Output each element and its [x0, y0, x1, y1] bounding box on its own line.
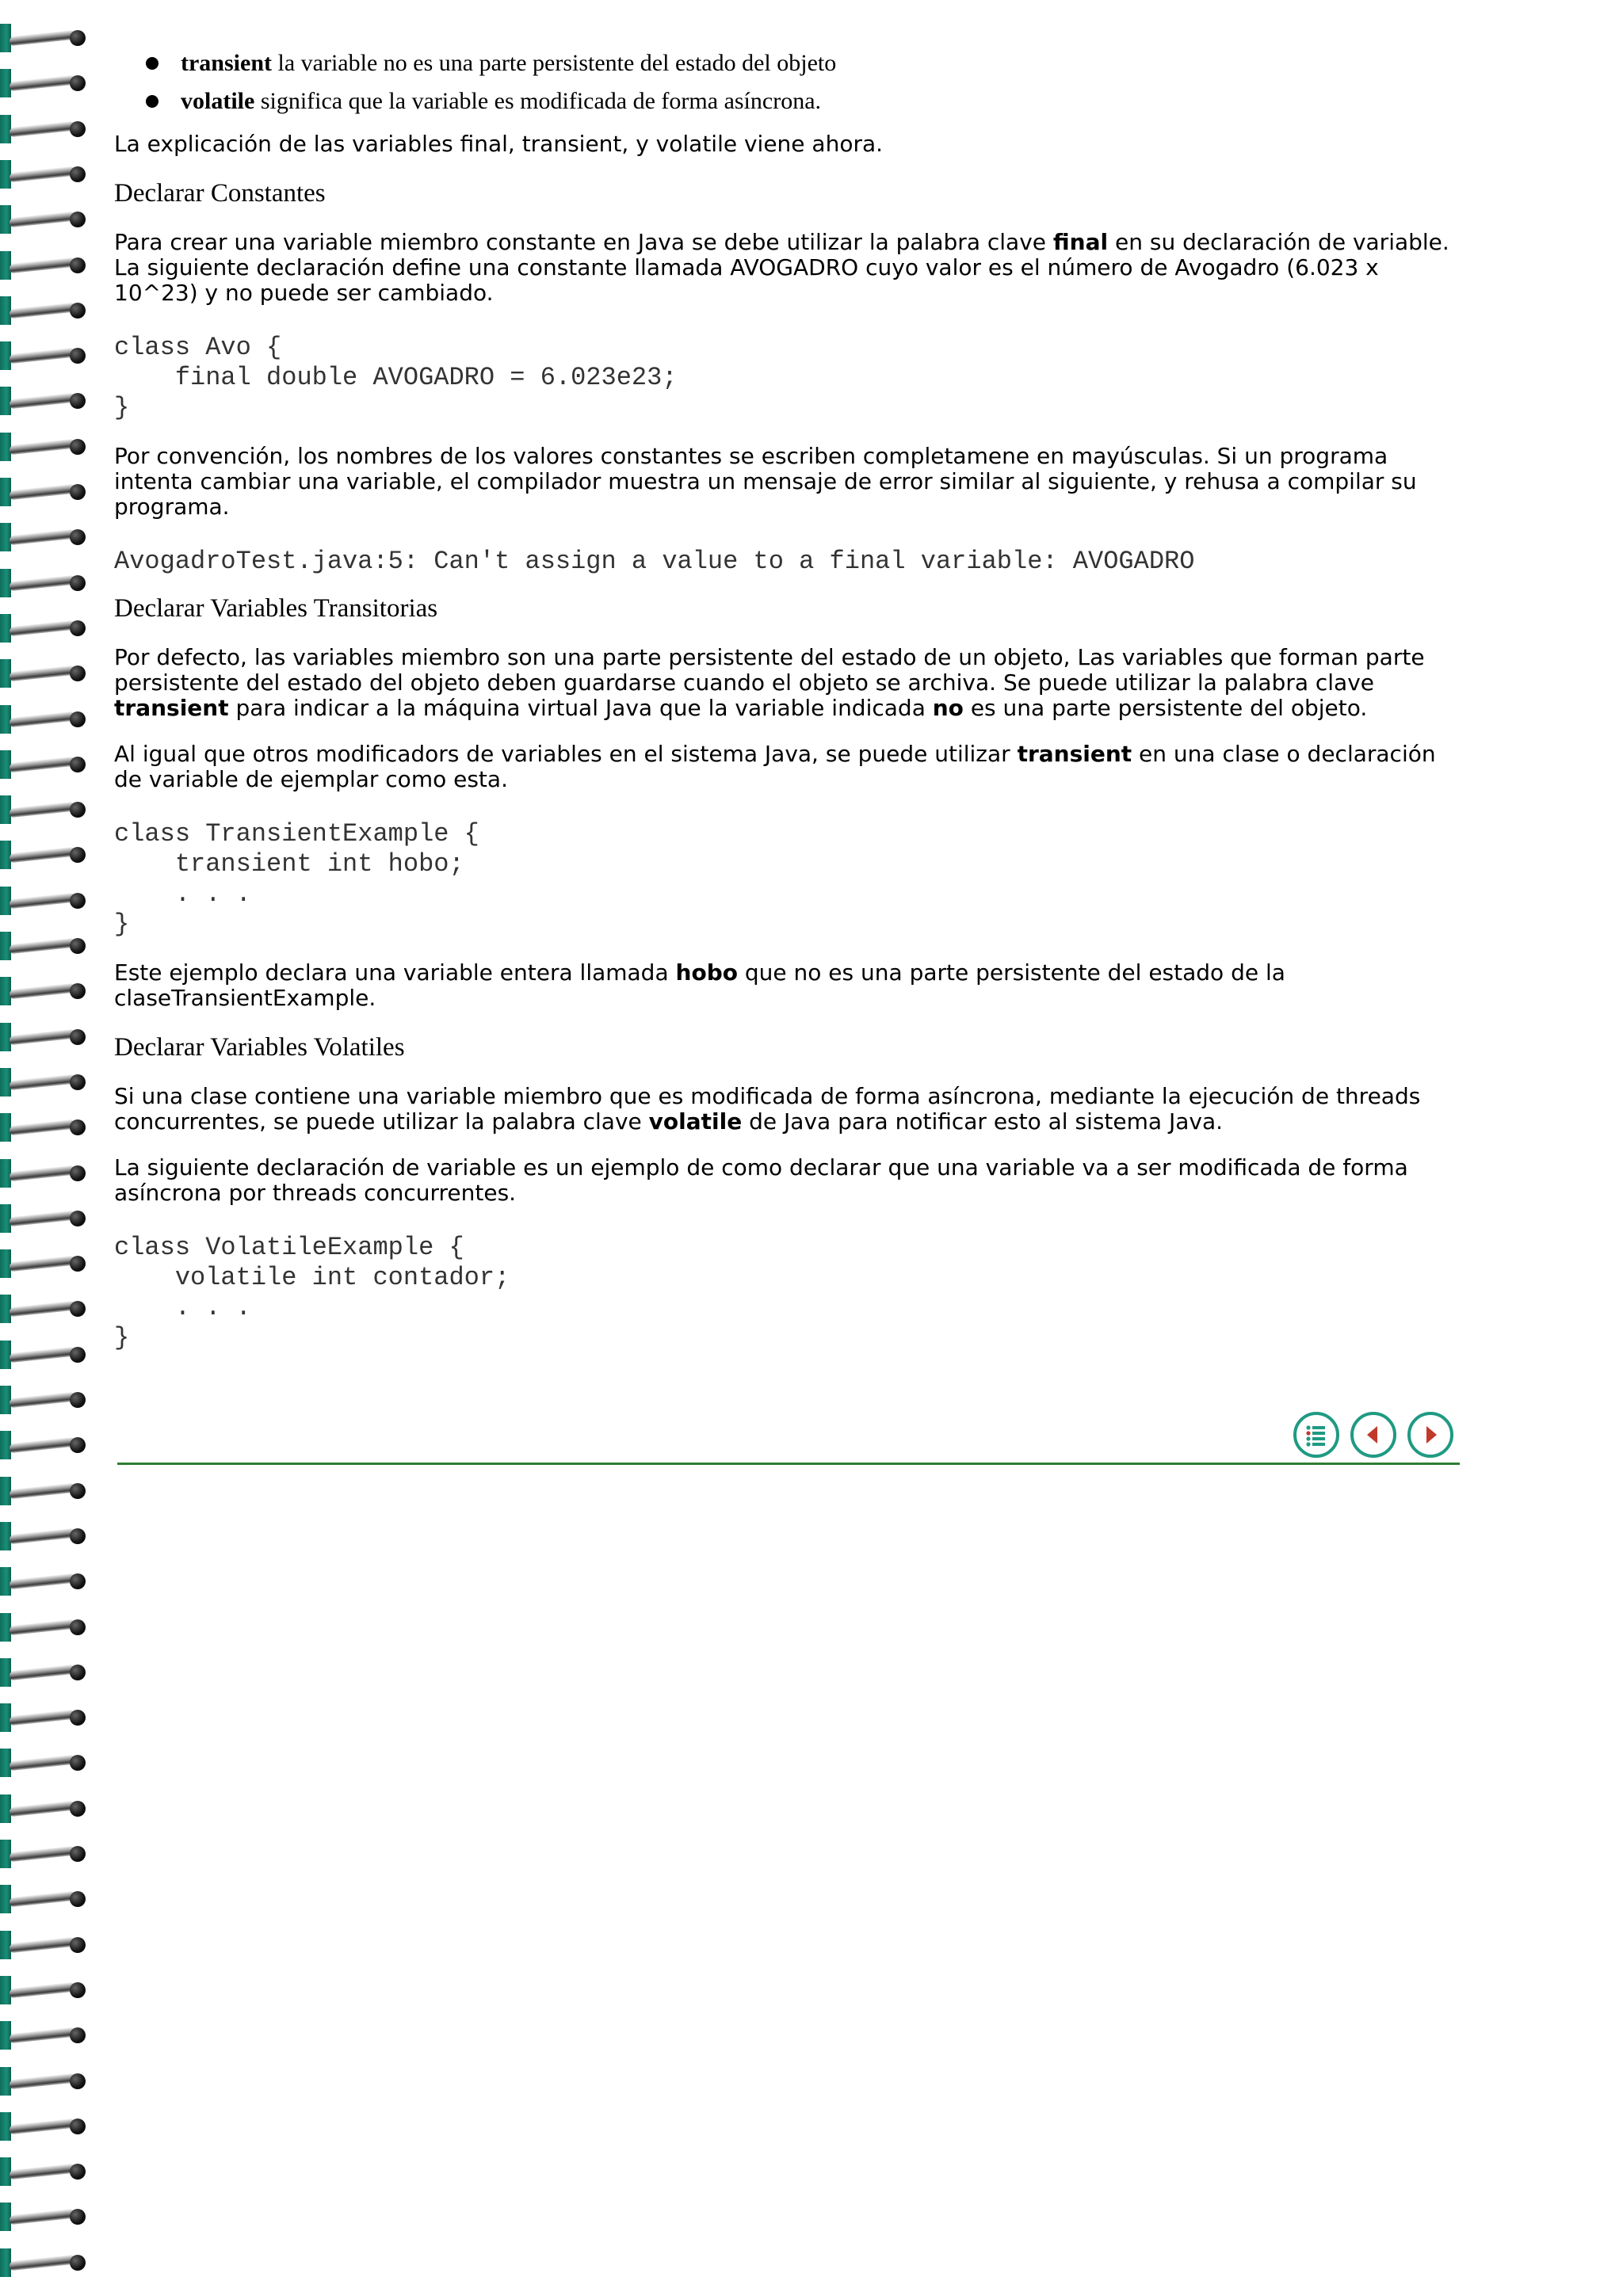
document-content — [114, 44, 1461, 1374]
binding-ring — [0, 885, 94, 917]
binding-ring — [0, 476, 94, 508]
previous-page-button[interactable] — [1350, 1412, 1396, 1458]
binding-ring — [0, 2247, 94, 2279]
binding-ring — [0, 1203, 94, 1234]
binding-ring — [0, 1293, 94, 1325]
keyword-transient: transient — [181, 50, 272, 76]
binding-ring — [0, 1657, 94, 1688]
binding-ring — [0, 2201, 94, 2233]
binding-ring — [0, 749, 94, 780]
binding-ring — [0, 340, 94, 372]
transient-paragraph-2: Al igual que otros modificadors de variables en el sistema Java, se puede utilizar transient en una clase o declaración de variable de ejemplar como esta. — [114, 741, 1436, 792]
binding-ring — [0, 1520, 94, 1552]
code-block-transient-example: class TransientExample { transient int hobo; . . . } — [114, 819, 479, 939]
constants-paragraph-1: Para crear una variable miembro constante en Java se debe utilizar la palabra clave final en su declaración de variable. La siguiente declaración define una constante llamada AVOGADRO cuyo valor es el número de Avogadro (6.023 x 10^23) y no puede ser cambiado. — [114, 229, 1449, 306]
binding-ring — [0, 1611, 94, 1643]
binding-ring — [0, 1384, 94, 1416]
binding-ring — [0, 930, 94, 962]
binding-ring — [0, 113, 94, 145]
keyword-final: final — [1052, 229, 1109, 255]
code-block-volatile-example: class VolatileExample { volatile int contador; . . . } — [114, 1233, 510, 1352]
footer-divider — [117, 1463, 1460, 1465]
compiler-error-message: AvogadroTest.java:5: Can't assign a value to a final variable: AVOGADRO — [114, 547, 1195, 576]
keyword-hobo: hobo — [675, 959, 738, 986]
intro-paragraph: La explicación de las variables final, transient, y volatile viene ahora. — [114, 131, 884, 157]
binding-ring — [0, 1066, 94, 1098]
binding-ring — [0, 2019, 94, 2051]
binding-ring — [0, 1566, 94, 1597]
contents-button[interactable] — [1293, 1412, 1339, 1458]
list-item-text: significa que la variable es modificada de forma asíncrona. — [254, 88, 822, 114]
section-title-transient: Declarar Variables Transitorias — [114, 594, 438, 623]
bullet-icon — [146, 95, 158, 108]
binding-ring — [0, 67, 94, 99]
binding-ring — [0, 2156, 94, 2187]
list-item — [146, 82, 1461, 120]
binding-ring — [0, 250, 94, 281]
volatile-paragraph-2: La siguiente declaración de variable es un ejemplo de como declarar que una variable va a ser modificada de forma asíncrona por threads concurrentes. — [114, 1154, 1408, 1206]
binding-ring — [0, 1747, 94, 1779]
binding-ring — [0, 1929, 94, 1961]
binding-ring — [0, 1702, 94, 1733]
binding-ring — [0, 1158, 94, 1189]
binding-ring — [0, 158, 94, 190]
navigation-buttons — [1293, 1412, 1457, 1461]
binding-ring — [0, 975, 94, 1007]
binding-ring — [0, 204, 94, 235]
previous-arrow-icon — [1361, 1423, 1385, 1447]
list-item-text: la variable no es una parte persistente del estado del objeto — [272, 50, 837, 76]
binding-ring — [0, 658, 94, 689]
modifier-list — [114, 44, 1461, 120]
binding-ring — [0, 2065, 94, 2097]
binding-ring — [0, 1429, 94, 1461]
keyword-volatile: volatile — [648, 1108, 743, 1135]
keyword-no: no — [932, 695, 964, 721]
constants-paragraph-2: Por convención, los nombres de los valores constantes se escriben completamene en mayúsculas. Si un programa intenta cambiar una variable, el compilador muestra un mensaje de error similar al siguiente, y rehusa a compilar su programa. — [114, 443, 1417, 520]
binding-ring — [0, 1339, 94, 1371]
section-title-volatile: Declarar Variables Volatiles — [114, 1033, 405, 1062]
list-item — [146, 44, 1461, 82]
keyword-transient: transient — [114, 695, 229, 721]
binding-ring — [0, 567, 94, 599]
binding-ring — [0, 1883, 94, 1915]
code-block-avo: class Avo { final double AVOGADRO = 6.023e23; } — [114, 333, 678, 422]
keyword-volatile: volatile — [181, 88, 255, 114]
binding-ring — [0, 431, 94, 463]
binding-ring — [0, 839, 94, 871]
next-arrow-icon — [1419, 1423, 1442, 1447]
spiral-binding — [0, 0, 94, 2296]
binding-ring — [0, 794, 94, 826]
section-title-constants: Declarar Constantes — [114, 179, 326, 208]
list-icon — [1303, 1421, 1330, 1448]
binding-ring — [0, 22, 94, 54]
transient-paragraph-3: Este ejemplo declara una variable entera llamada hobo que no es una parte persistente del estado de la claseTransientExample. — [114, 959, 1285, 1011]
volatile-paragraph-1: Si una clase contiene una variable miembro que es modificada de forma asíncrona, mediante la ejecución de threads concurrentes, se puede utilizar la palabra clave volatile de Java para notificar esto al sistema Java. — [114, 1083, 1421, 1135]
binding-ring — [0, 1248, 94, 1280]
binding-ring — [0, 704, 94, 735]
transient-paragraph-1: Por defecto, las variables miembro son una parte persistente del estado de un objeto, Las variables que forman parte persistente del estado del objeto deben guardarse cuando el objeto se archiva. Se puede utilizar la palabra clave transient para indicar a la máquina virtual Java que la variable indicada no es una parte persistente del objeto. — [114, 644, 1425, 721]
bullet-icon — [146, 57, 158, 70]
binding-ring — [0, 612, 94, 644]
binding-ring — [0, 385, 94, 417]
binding-ring — [0, 1475, 94, 1507]
next-page-button[interactable] — [1407, 1412, 1453, 1458]
binding-ring — [0, 521, 94, 553]
binding-ring — [0, 1793, 94, 1825]
binding-ring — [0, 1838, 94, 1870]
binding-ring — [0, 295, 94, 326]
binding-ring — [0, 1021, 94, 1053]
binding-ring — [0, 1974, 94, 2006]
keyword-transient: transient — [1017, 741, 1132, 767]
binding-ring — [0, 2111, 94, 2142]
binding-ring — [0, 1112, 94, 1143]
